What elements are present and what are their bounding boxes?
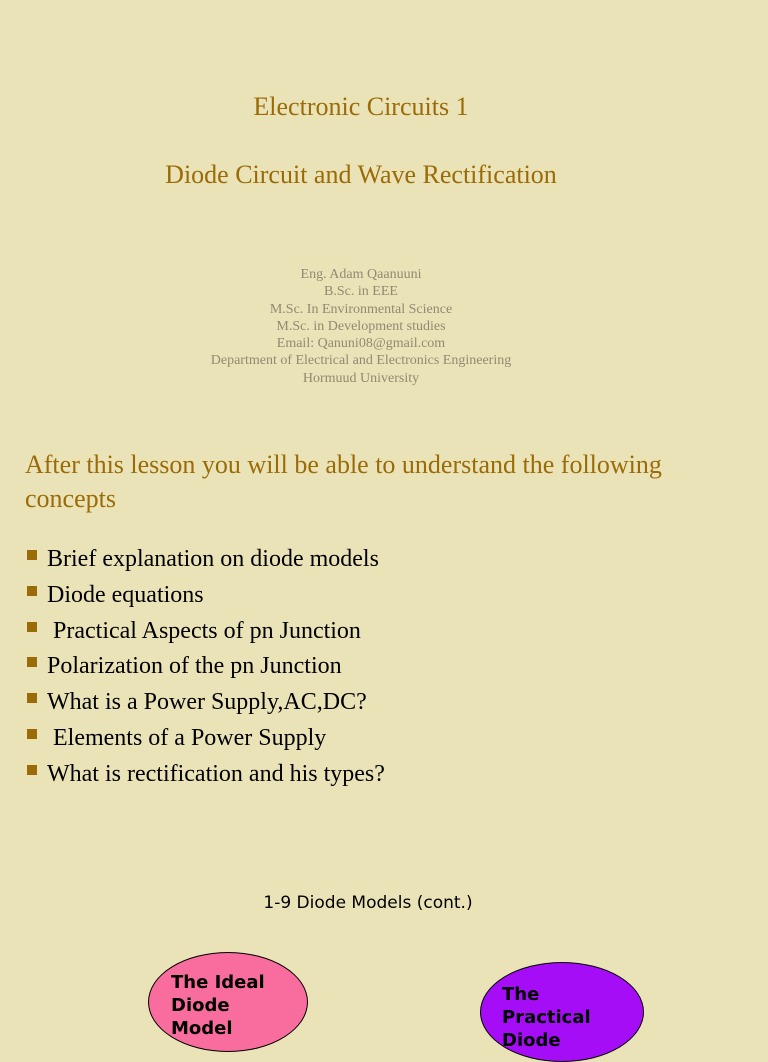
square-bullet-icon <box>27 729 37 739</box>
author-name: Eng. Adam Qaanuuni <box>300 267 422 282</box>
lesson-intro: After this lesson you will be able to understand the following concepts <box>25 450 662 513</box>
practical-diode-model-bubble <box>480 962 644 1062</box>
slide-subtitle: Diode Circuit and Wave Rectification <box>165 160 557 189</box>
list-item <box>25 685 725 721</box>
author-degree-bsc: B.Sc. in EEE <box>324 284 398 300</box>
square-bullet-icon <box>27 693 37 703</box>
list-item <box>25 614 725 650</box>
author-department: Department of Electrical and Electronics Engineering <box>210 353 512 369</box>
list-item-text: Polarization of the pn Junction <box>47 653 342 680</box>
square-bullet-icon <box>27 657 37 667</box>
list-item <box>25 578 725 614</box>
ideal-diode-model-label: The Ideal Diode Model <box>171 972 265 1039</box>
list-item-text: What is rectification and his types? <box>47 760 385 787</box>
list-item-text: Diode equations <box>47 581 204 608</box>
author-university: Hormuud University <box>302 370 420 386</box>
section-heading: 1-9 Diode Models (cont.) <box>263 893 473 913</box>
list-item-text: Brief explanation on diode models <box>47 546 379 572</box>
concept-list <box>25 542 725 793</box>
square-bullet-icon <box>27 586 37 596</box>
author-degree-msc-env: M.Sc. In Environmental Science <box>269 301 453 317</box>
list-item-text: What is a Power Supply,AC,DC? <box>47 689 367 716</box>
ideal-diode-model-bubble <box>148 952 308 1052</box>
list-item <box>25 649 725 685</box>
list-item <box>25 757 725 793</box>
practical-diode-model-label: The Practical Diode <box>502 984 591 1051</box>
author-email: Email: Qanuni08@gmail.com <box>276 336 446 352</box>
author-info <box>0 266 722 387</box>
author-degree-msc-dev: M.Sc. in Development studies <box>276 318 446 334</box>
list-item-text: Practical Aspects of pn Junction <box>47 617 361 644</box>
square-bullet-icon <box>27 550 37 560</box>
list-item <box>25 721 725 757</box>
square-bullet-icon <box>27 622 37 632</box>
slide-title: Electronic Circuits 1 <box>253 92 469 121</box>
list-item <box>25 542 725 578</box>
square-bullet-icon <box>27 765 37 775</box>
list-item-text: Elements of a Power Supply <box>47 724 327 751</box>
